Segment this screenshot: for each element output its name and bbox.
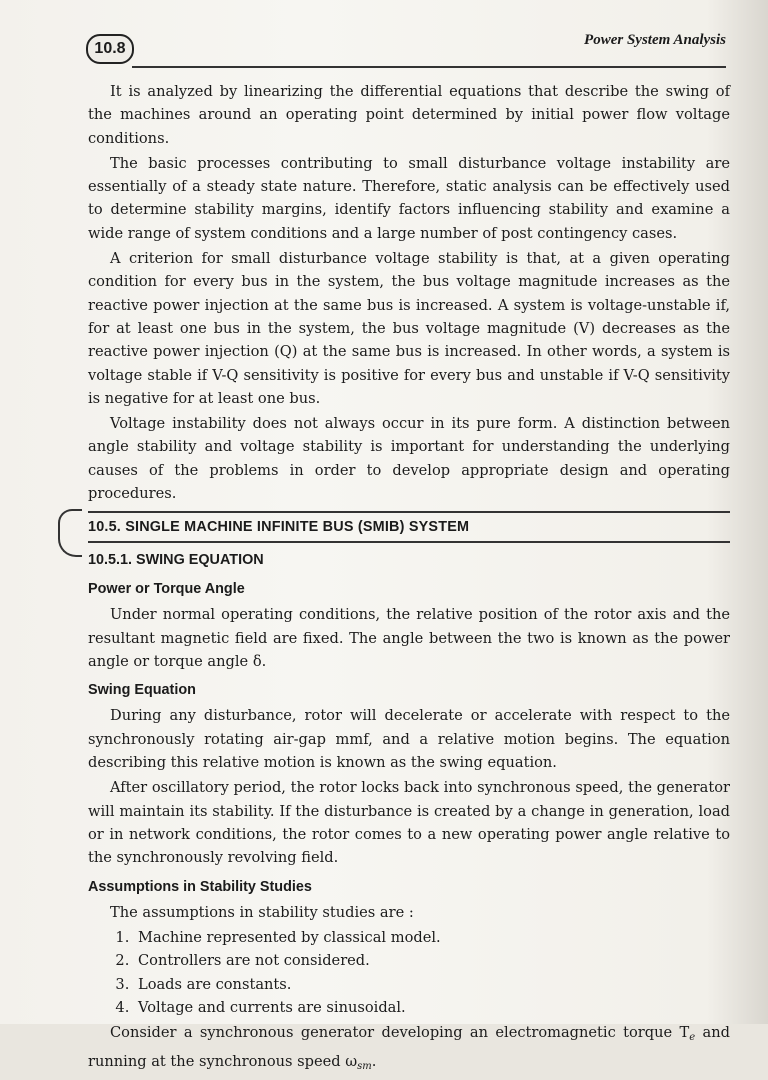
assumptions-list [88, 926, 730, 1019]
list-item: 3. Loads are constants. [134, 973, 730, 996]
paragraph-power-angle: Under normal operating conditions, the relative position of the rotor axis and the resultant magnetic field are fixed. The angle between the two is known as the power angle or torque angle δ. [88, 606, 730, 670]
page-number: 10.8 [86, 34, 134, 64]
page-header [86, 28, 726, 68]
paragraph-closing [88, 1021, 730, 1078]
book-title: Power System Analysis [584, 32, 726, 48]
header-rule [132, 66, 726, 68]
paragraph-intro-1: It is analyzed by linearizing the differential equations that describe the swing of the machines around an operating point determined by initial power flow voltage conditions. [88, 83, 730, 147]
list-item: 2. Controllers are not considered. [134, 949, 730, 972]
paragraph-distinction: Voltage instability does not always occur in its pure form. A distinction between angle stability and voltage stability is important for understanding the underlying causes of the problems in order to develop appropriate design and operating procedures. [88, 415, 730, 503]
list-item: 1. Machine represented by classical model. [134, 926, 730, 949]
paragraph-swing-1: During any disturbance, rotor will decelerate or accelerate with respect to the synchronously rotating air-gap mmf, and a relative motion begins. The equation describing this relative motion is known as the swing equation. [88, 707, 730, 772]
closing-end: . [371, 1052, 377, 1070]
closing-text: Consider a synchronous generator developing an electromagnetic torque T [110, 1024, 690, 1042]
page-content [88, 80, 730, 1080]
hand-drawn-bracket [58, 509, 82, 557]
torque-subscript: e [689, 1032, 696, 1044]
subsection-heading: 10.5.1. SWING EQUATION [88, 551, 264, 568]
speed-subscript: sm [357, 1060, 372, 1072]
list-item: 4. Voltage and currents are sinusoidal. [134, 996, 730, 1019]
section-heading: 10.5. SINGLE MACHINE INFINITE BUS (SMIB) SYSTEM [88, 518, 470, 535]
closing-mid: and running at the synchronous speed ω [88, 1024, 730, 1070]
section-rule-bottom [88, 541, 730, 543]
paragraph-criterion: A criterion for small disturbance voltage stability is that, at a given operating condition for every bus in the system, the bus voltage magnitude increases as the reactive power injection at the same bus is increased. A system is voltage-unstable if, for at least one bus in the system, the bus voltage magnitude (V) decreases as the reactive power injection (Q) at the same bus is increased. In other words, a system is voltage stable if V-Q sensitivity is positive for every bus and unstable if V-Q sensitivity is negative for at least one bus. [88, 250, 730, 407]
assumptions-intro: The assumptions in stability studies are : [110, 903, 414, 921]
paragraph-swing-2: After oscillatory period, the rotor locks back into synchronous speed, the generator will maintain its stability. If the disturbance is created by a change in generation, load or in network conditions, the rotor comes to a new operating power angle relative to the synchronously revolving field. [88, 779, 730, 867]
paragraph-intro-2: The basic processes contributing to small disturbance voltage instability are essentially of a steady state nature. Therefore, static analysis can be effectively used to determine stability margins, identify factors influencing stability and examine a wide range of system conditions and a large number of post contingency cases. [88, 154, 730, 242]
power-angle-heading: Power or Torque Angle [88, 580, 245, 597]
assumptions-heading: Assumptions in Stability Studies [88, 878, 312, 895]
swing-equation-heading: Swing Equation [88, 682, 196, 699]
section-smib [88, 511, 730, 542]
